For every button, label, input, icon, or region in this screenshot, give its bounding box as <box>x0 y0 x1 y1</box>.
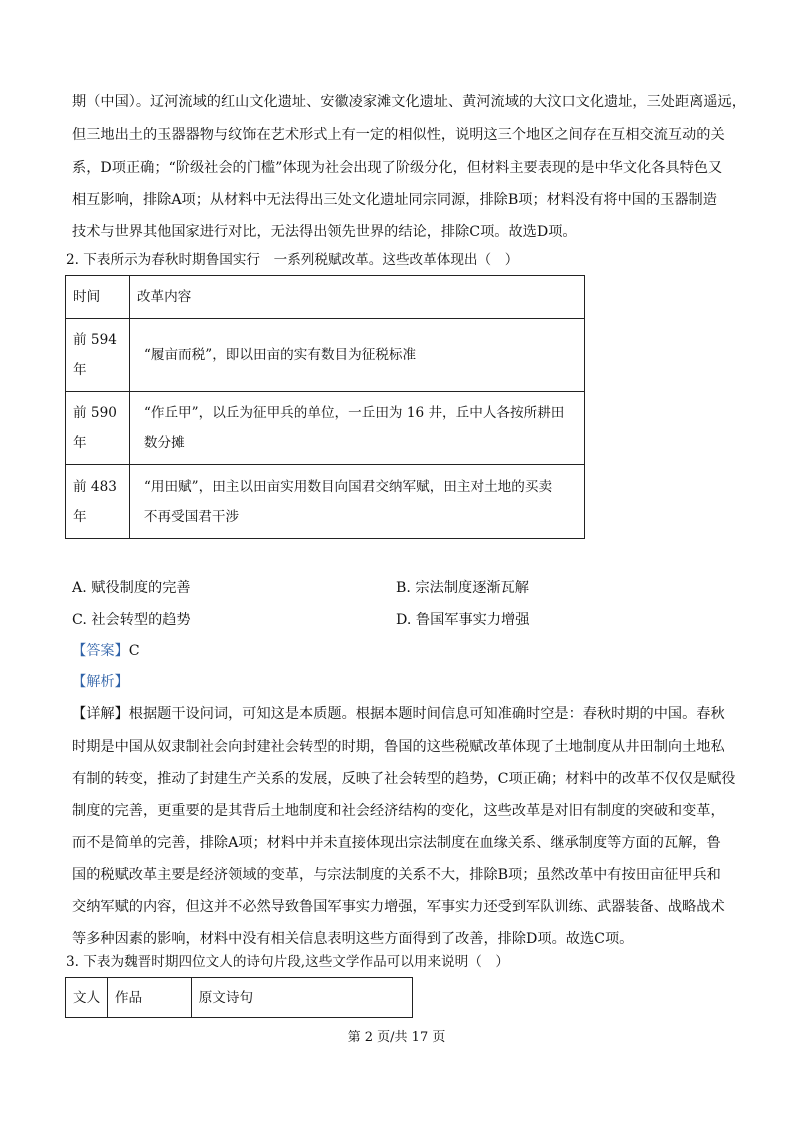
intro-line-2: 但三地出土的玉器器物与纹饰在艺术形式上有一定的相似性，说明这三个地区之间存在互相交流互动的关 <box>72 127 725 143</box>
content-cell <box>129 392 584 465</box>
time-unit: 年 <box>73 435 87 451</box>
table-row <box>66 392 585 465</box>
content-line: “履亩而税”，即以田亩的实有数目为征税标准 <box>143 347 417 363</box>
intro-line-4: 相互影响，排除A项；从材料中无法得出三处文化遗址同宗同源，排除B项；材料没有将中国的玉器制造 <box>72 192 717 208</box>
intro-line-1: 期（中国）。辽河流域的红山文化遗址、安徽凌家滩文化遗址、黄河流域的大汶口文化遗址，三处距离遥远， <box>72 94 746 110</box>
answer-value: C <box>128 643 140 659</box>
header-time: 时间 <box>66 276 130 319</box>
answer-label: 【答案】 <box>72 643 129 659</box>
q2-reform-table <box>65 275 585 539</box>
detail-line-7: 交纳军赋的内容，但这并不必然导致鲁国军事实力增强，军事实力还受到军队训练、武器装备、战略战术 <box>72 899 725 915</box>
detail-line-2: 时期是中国从奴隶制社会向封建社会转型的时期，鲁国的这些税赋改革体现了土地制度从井田制向土地私 <box>72 739 725 755</box>
q3-poem-table <box>65 977 413 1018</box>
time-year: 前 590 <box>73 405 117 421</box>
analysis-label: 【解析】 <box>72 674 129 690</box>
detail-line-1: 【详解】根据题干设问词，可知这是本质题。根据本题时间信息可知准确时空是：春秋时期的中国。春秋 <box>72 706 725 722</box>
intro-line-3: 系，D项正确；“阶级社会的门槛”体现为社会出现了阶级分化，但材料主要表现的是中华文化各具特色又 <box>72 160 723 176</box>
content-line: “作丘甲”，以丘为征甲兵的单位，一丘田为 16 井，丘中人各按所耕田 <box>143 405 565 421</box>
q3-stem: 3. 下表为魏晋时期四位文人的诗句片段,这些文学作品可以用来说明（ ） <box>66 954 510 970</box>
time-cell <box>66 319 130 392</box>
page-number-footer: 第 2 页/共 17 页 <box>347 1030 446 1045</box>
time-cell <box>66 465 130 539</box>
table-row <box>66 319 585 392</box>
content-cell <box>129 465 584 539</box>
detail-line-3: 有制的转变，推动了封建生产关系的发展，反映了社会转型的趋势，C项正确；材料中的改革不仅仅是赋役 <box>72 771 736 787</box>
header-writer: 文人 <box>66 978 108 1018</box>
content-cell <box>129 319 584 392</box>
header-verse: 原文诗句 <box>191 978 412 1018</box>
detail-line-4: 制度的完善，更重要的是其背后土地制度和社会经济结构的变化，这些改革是对旧有制度的突破和变革， <box>72 803 725 819</box>
time-cell <box>66 392 130 465</box>
q2-stem: 2. 下表所示为春秋时期鲁国实行 一系列税赋改革。这些改革体现出（ ） <box>66 252 519 268</box>
answer-row <box>72 641 140 661</box>
table-header-row <box>66 978 413 1018</box>
option-b: B. 宗法制度逐渐瓦解 <box>396 580 529 596</box>
table-row <box>66 465 585 539</box>
option-a: A. 赋役制度的完善 <box>72 580 191 596</box>
header-work: 作品 <box>107 978 191 1018</box>
time-year: 前 483 <box>73 478 117 495</box>
table-header-row <box>66 276 585 319</box>
option-c: C. 社会转型的趋势 <box>72 612 191 628</box>
content-line: 数分摊 <box>143 435 185 451</box>
content-line: “用田赋”，田主以田亩实用数目向国君交纳军赋，田主对土地的买卖 <box>143 478 553 495</box>
detail-line-5: 而不是简单的完善，排除A项；材料中并未直接体现出宗法制度在血缘关系、继承制度等方面的瓦解，鲁 <box>72 835 721 851</box>
time-unit: 年 <box>73 508 87 525</box>
detail-line-6: 国的税赋改革主要是经济领域的变革，与宗法制度的关系不大，排除B项；虽然改革中有按田亩征甲兵和 <box>72 867 721 883</box>
content-line: 不再受国君干涉 <box>143 508 240 525</box>
detail-line-8: 等多种因素的影响，材料中没有相关信息表明这些方面得到了改善，排除D项。故选C项。 <box>72 931 634 947</box>
option-d: D. 鲁国军事实力增强 <box>396 612 530 628</box>
time-year: 前 594 <box>73 332 117 348</box>
intro-line-5: 技术与世界其他国家进行对比，无法得出领先世界的结论，排除C项。故选D项。 <box>72 224 577 240</box>
header-content: 改革内容 <box>129 276 584 319</box>
time-unit: 年 <box>73 362 87 378</box>
